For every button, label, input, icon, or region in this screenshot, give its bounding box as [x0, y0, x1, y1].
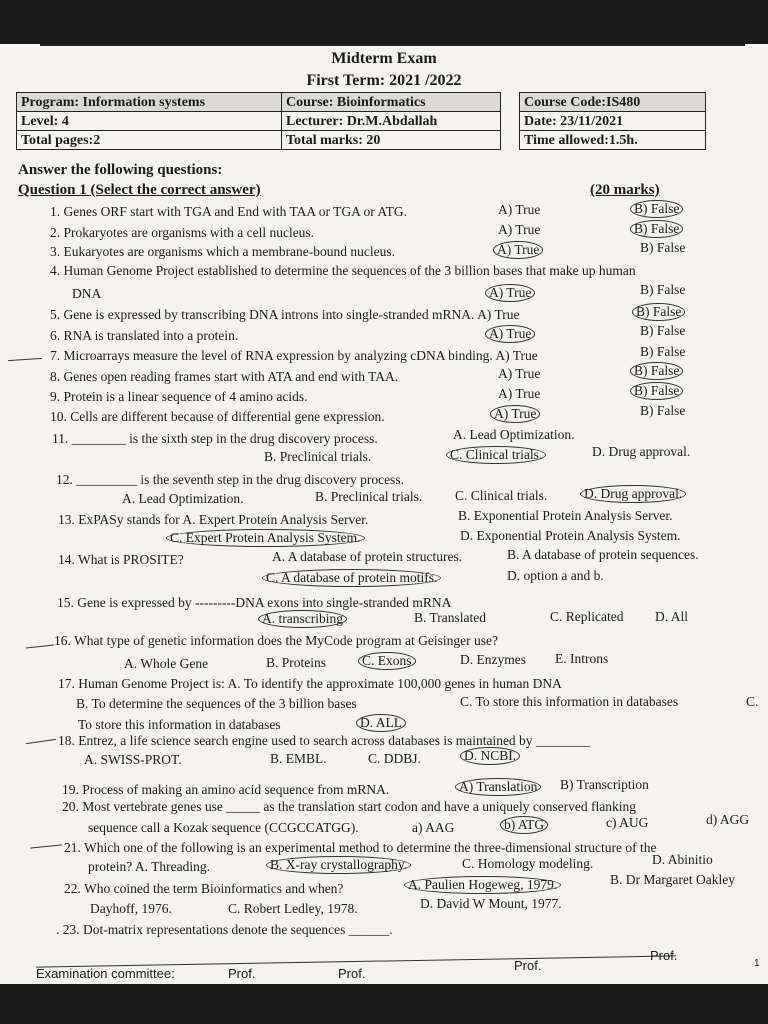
q13-option-b: B. Exponential Protein Analysis Server.: [458, 508, 673, 523]
prof-signature-3: Prof.: [514, 958, 542, 973]
q16-stem: 16. What type of genetic information does the MyCode program at Geisinger use?: [54, 633, 499, 648]
q8-option-a: A) True: [498, 366, 541, 381]
lecturer-cell: Lecturer: Dr.M.Abdallah: [282, 112, 501, 131]
program-cell: Program: Information systems: [17, 93, 282, 112]
time-allowed-cell: Time allowed:1.5h.: [520, 131, 706, 150]
q1-option-a: A) True: [498, 202, 541, 217]
question1-marks: (20 marks): [590, 182, 660, 198]
q1-text: 1. Genes ORF start with TGA and End with TAA or TGA or ATG.: [50, 204, 408, 219]
q19-option-a: A) Translation: [455, 778, 541, 796]
q11-option-d: D. Drug approval.: [592, 444, 691, 459]
q8-text: 8. Genes open reading frames start with ATA and end with TAA.: [50, 369, 399, 384]
q7-option-b: B) False: [640, 344, 686, 359]
q13-stem: 13. ExPASy stands for A. Expert Protein Analysis Server.: [58, 512, 369, 527]
q14-stem: 14. What is PROSITE?: [58, 552, 184, 567]
exam-title: Midterm Exam: [331, 50, 437, 67]
q13-option-d: D. Exponential Protein Analysis System.: [460, 528, 681, 543]
q16-option-a: A. Whole Gene: [124, 656, 209, 671]
q15-option-b: B. Translated: [414, 610, 487, 625]
q17-option-b: B. To determine the sequences of the 3 billion bases: [76, 696, 357, 711]
q9-text: 9. Protein is a linear sequence of 4 amino acids.: [50, 389, 308, 404]
q2-option-b: B) False: [630, 220, 683, 238]
q15-stem: 15. Gene is expressed by ---------DNA exons into single-stranded mRNA: [57, 595, 452, 610]
q6-option-a: A) True: [485, 325, 535, 343]
prof-signature-4: Prof.: [650, 948, 678, 963]
date-cell: Date: 23/11/2021: [520, 112, 706, 131]
q7-text: 7. Microarrays measure the level of RNA expression by analyzing cDNA binding. A) True: [50, 348, 538, 363]
q15-option-d: D. All: [655, 609, 689, 624]
page-number: 1: [754, 958, 760, 969]
margin-mark: [30, 844, 62, 848]
q12-option-c: C. Clinical trials.: [455, 488, 548, 503]
examination-committee-label: Examination committee:: [36, 966, 175, 981]
top-rule: [40, 44, 745, 46]
q11-stem: 11. ________ is the sixth step in the drug discovery process.: [52, 431, 378, 446]
q14-option-a: A. A database of protein structures.: [272, 549, 463, 564]
q15-option-c: C. Replicated: [550, 609, 624, 624]
q17-option-c: C. To store this information in databases: [460, 694, 679, 709]
background-edge: [0, 984, 768, 1024]
q17-option-c-tail: C.: [746, 694, 759, 709]
course-cell: Course: Bioinformatics: [282, 93, 501, 112]
q18-option-d: D. NCBI.: [460, 747, 520, 765]
q22-option-d: D. David W Mount, 1977.: [420, 896, 562, 911]
q21-option-b: B. X-ray crystallography.: [266, 856, 411, 874]
instructions: Answer the following questions:: [18, 162, 223, 178]
q18-option-c: C. DDBJ.: [368, 751, 421, 766]
q14-option-b: B. A database of protein sequences.: [507, 547, 699, 562]
total-marks-cell: Total marks: 20: [282, 131, 501, 150]
q23-stem: . 23. Dot-matrix representations denote the sequences ______.: [56, 922, 393, 937]
course-code-cell: Course Code:IS480: [520, 93, 706, 112]
q3-option-a: A) True: [493, 241, 543, 259]
margin-mark: [26, 645, 54, 649]
q8-option-b: B) False: [630, 362, 683, 380]
prof-signature-2: Prof.: [338, 966, 366, 981]
q12-stem: 12. _________ is the seventh step in the drug discovery process.: [56, 472, 404, 487]
q11-option-c: C. Clinical trials.: [446, 446, 546, 464]
q21-stem: 21. Which one of the following is an experimental method to determine the three-dimensional structure of the: [64, 840, 657, 855]
margin-mark: [26, 739, 56, 744]
q10-text: 10. Cells are different because of differential gene expression.: [50, 409, 385, 424]
q19-stem: 19. Process of making an amino acid sequence from mRNA.: [62, 782, 390, 797]
q17-option-d: D. ALL: [356, 714, 406, 732]
q10-option-a: A) True: [490, 405, 540, 423]
info-table: [16, 92, 706, 150]
q6-text: 6. RNA is translated into a protein.: [50, 328, 239, 343]
q16-option-b: B. Proteins: [266, 655, 327, 670]
q21-stem-cont: protein? A. Threading.: [88, 859, 210, 874]
exam-term: First Term: 2021 /2022: [306, 72, 462, 89]
prof-signature-1: Prof.: [228, 966, 256, 981]
q13-option-c: C. Expert Protein Analysis System.: [166, 529, 365, 547]
q18-option-b: B. EMBL.: [270, 751, 327, 766]
q22-option-b: B. Dr Margaret Oakley: [610, 872, 735, 887]
q5-text: 5. Gene is expressed by transcribing DNA introns into single-stranded mRNA. A) True: [50, 307, 520, 322]
q20-option-d: d) AGG: [706, 812, 750, 827]
q16-option-d: D. Enzymes: [460, 652, 526, 667]
q14-option-d: D. option a and b.: [507, 568, 604, 583]
question1-heading: Question 1 (Select the correct answer): [18, 182, 261, 198]
q2-text: 2. Prokaryotes are organisms with a cell nucleus.: [50, 225, 315, 240]
level-cell: Level: 4: [17, 112, 282, 131]
q20-stem-cont: sequence call a Kozak sequence (CCGCCATGG).: [88, 820, 359, 835]
q16-option-e: E. Introns: [555, 651, 609, 666]
q14-option-c: C. A database of protein motifs.: [262, 569, 441, 587]
q16-option-c: C. Exons: [358, 652, 416, 670]
q22-option-c: C. Robert Ledley, 1978.: [228, 901, 358, 916]
q21-option-d: D. Abinitio: [652, 852, 713, 867]
q12-option-a: A. Lead Optimization.: [122, 491, 244, 506]
q4-option-b: B) False: [640, 282, 686, 297]
q18-option-a: A. SWISS-PROT.: [84, 752, 182, 767]
q6-option-b: B) False: [640, 323, 686, 338]
q4-text: 4. Human Genome Project established to determine the sequences of the 3 billion bases that make up human: [50, 263, 636, 278]
q21-option-c: C. Homology modeling.: [462, 856, 594, 871]
q12-option-d: D. Drug approval.: [580, 485, 686, 503]
total-pages-cell: Total pages:2: [17, 131, 282, 150]
q18-stem: 18. Entrez, a life science search engine used to search across databases is maintained by ________: [58, 733, 590, 748]
q3-text: 3. Eukaryotes are organisms which a membrane-bound nucleus.: [50, 244, 396, 259]
q11-option-a: A. Lead Optimization.: [453, 427, 575, 442]
q22-option-a: A. Paulien Hogeweg, 1979.: [404, 876, 561, 894]
q20-stem: 20. Most vertebrate genes use _____ as the translation start codon and have a uniquely conserved flanking: [62, 799, 636, 814]
q4-text-cont: DNA: [72, 286, 102, 301]
q17-option-c-text: To store this information in databases: [78, 717, 281, 732]
q4-option-a: A) True: [485, 284, 535, 302]
q22-option-b-cont: Dayhoff, 1976.: [90, 901, 172, 916]
q1-option-b: B) False: [630, 200, 683, 218]
q12-option-b: B. Preclinical trials.: [315, 489, 423, 504]
q22-stem: 22. Who coined the term Bioinformatics and when?: [64, 881, 344, 896]
q9-option-b: B) False: [630, 382, 683, 400]
q19-option-b: B) Transcription: [560, 777, 649, 792]
q5-option-b: B) False: [632, 303, 685, 321]
exam-sheet: [0, 44, 768, 984]
q9-option-a: A) True: [498, 386, 541, 401]
q11-option-b: B. Preclinical trials.: [264, 449, 372, 464]
q15-option-a: A. transcribing: [258, 610, 347, 628]
q20-option-a: a) AAG: [412, 820, 455, 835]
q20-option-c: c) AUG: [606, 815, 649, 830]
q3-option-b: B) False: [640, 240, 686, 255]
q2-option-a: A) True: [498, 222, 541, 237]
q10-option-b: B) False: [640, 403, 686, 418]
q20-option-b: b) ATG: [500, 816, 548, 834]
q17-stem: 17. Human Genome Project is: A. To identify the approximate 100,000 genes in human DNA: [58, 676, 562, 691]
margin-mark: [8, 358, 42, 361]
